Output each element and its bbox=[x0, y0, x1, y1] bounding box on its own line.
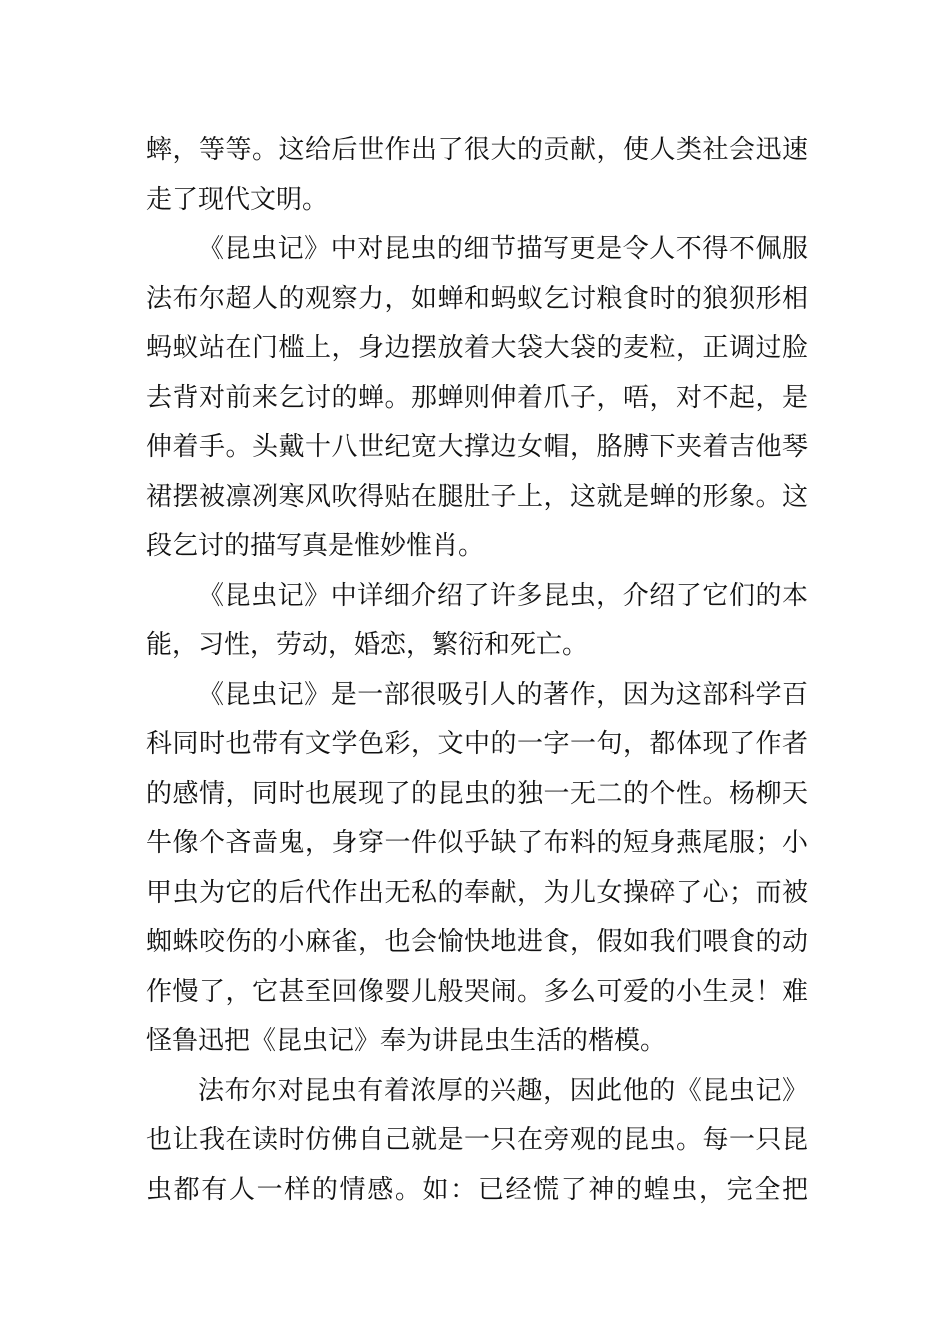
text-line: 走了现代文明。 bbox=[146, 184, 329, 215]
text-line: 伸着手。头戴十八世纪宽大撑边女帽，胳膊下夹着吉他琴 bbox=[146, 432, 808, 462]
text-line: 的感情，同时也展现了的昆虫的独一无二的个性。杨柳天 bbox=[146, 778, 808, 809]
text-line: 能，习性，劳动，婚恋，繁衍和死亡。 bbox=[146, 630, 589, 660]
text-line: 牛像个吝啬鬼，身穿一件似乎缺了布料的短身燕尾服；小 bbox=[146, 828, 808, 858]
text-line: 蚂蚁站在门槛上，身边摆放着大袋大袋的麦粒，正调过脸 bbox=[146, 333, 808, 363]
text-line: 蟀，等等。这给后世作出了很大的贡献，使人类社会迅速 bbox=[146, 135, 808, 165]
text-line: 科同时也带有文学色彩，文中的一字一句，都体现了作者 bbox=[146, 729, 808, 759]
paragraph-first-line: 法布尔对昆虫有着浓厚的兴趣，因此他的《昆虫记》 bbox=[198, 1075, 808, 1106]
body-text bbox=[146, 126, 808, 1215]
text-line: 法布尔超人的观察力，如蝉和蚂蚁乞讨粮食时的狼狈形相 bbox=[146, 283, 808, 314]
text-line: 虫都有人一样的情感。如：已经慌了神的蝗虫，完全把 bbox=[146, 1174, 808, 1205]
paragraph-first-line: 《昆虫记》是一部很吸引人的著作，因为这部科学百 bbox=[198, 679, 808, 710]
text-line: 段乞讨的描写真是惟妙惟肖。 bbox=[146, 531, 485, 561]
text-line: 蜘蛛咬伤的小麻雀，也会愉快地进食，假如我们喂食的动 bbox=[146, 927, 808, 957]
text-line: 去背对前来乞讨的蝉。那蝉则伸着爪子，唔，对不起，是 bbox=[146, 382, 808, 413]
text-line: 甲虫为它的后代作出无私的奉献，为儿女操碎了心；而被 bbox=[146, 877, 808, 908]
text-line: 怪鲁迅把《昆虫记》奉为讲昆虫生活的楷模。 bbox=[146, 1026, 667, 1056]
text-line: 裙摆被凛冽寒风吹得贴在腿肚子上，这就是蝉的形象。这 bbox=[146, 481, 808, 512]
text-line: 作慢了，它甚至回像婴儿般哭闹。多么可爱的小生灵！难 bbox=[146, 976, 808, 1007]
text-line: 也让我在读时仿佛自己就是一只在旁观的昆虫。每一只昆 bbox=[146, 1125, 808, 1155]
paragraph-first-line: 《昆虫记》中详细介绍了许多昆虫，介绍了它们的本 bbox=[198, 580, 808, 611]
paragraph-first-line: 《昆虫记》中对昆虫的细节描写更是令人不得不佩服 bbox=[198, 234, 808, 264]
